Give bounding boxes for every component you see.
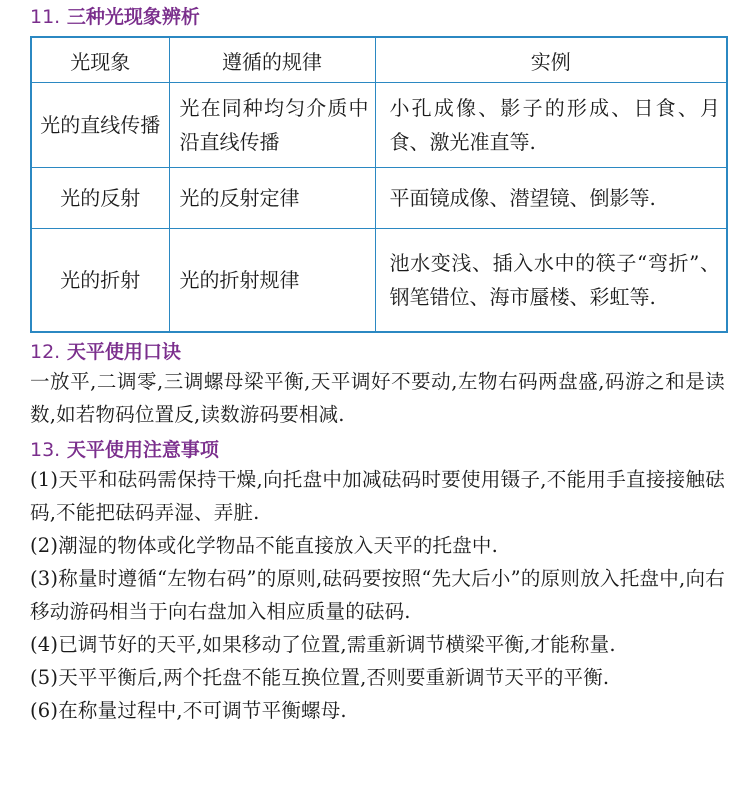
precautions-list bbox=[30, 463, 725, 727]
section-12-number: 12. bbox=[30, 341, 61, 363]
section-12 bbox=[30, 339, 725, 431]
section-13-title: 天平使用注意事项 bbox=[66, 439, 219, 461]
header-examples: 实例 bbox=[375, 37, 727, 83]
cell-phenomenon: 光的折射 bbox=[31, 229, 169, 333]
cell-phenomenon: 光的反射 bbox=[31, 168, 169, 229]
cell-examples: 小孔成像、影子的形成、日食、月食、激光准直等. bbox=[375, 83, 727, 168]
table-row bbox=[31, 168, 727, 229]
section-13 bbox=[30, 437, 725, 727]
balance-mnemonic-text bbox=[30, 365, 725, 431]
cell-examples: 平面镜成像、潜望镜、倒影等. bbox=[375, 168, 727, 229]
section-11-number: 11. bbox=[30, 6, 61, 28]
cell-law: 光的折射规律 bbox=[169, 229, 375, 333]
list-item: (2)潮湿的物体或化学物品不能直接放入天平的托盘中. bbox=[30, 534, 499, 557]
mnemonic-paragraph: 一放平,二调零,三调螺母梁平衡,天平调好不要动,左物右码两盘盛,码游之和是读数,如若物码位置反,读数游码要相减. bbox=[30, 370, 725, 426]
header-phenomenon: 光现象 bbox=[31, 37, 169, 83]
list-item: (4)已调节好的天平,如果移动了位置,需重新调节横梁平衡,才能称量. bbox=[30, 633, 616, 656]
list-item: (6)在称量过程中,不可调节平衡螺母. bbox=[30, 699, 347, 722]
table-header-row bbox=[31, 37, 727, 83]
table-row bbox=[31, 83, 727, 168]
light-phenomena-table bbox=[30, 36, 728, 333]
cell-law: 光的反射定律 bbox=[169, 168, 375, 229]
list-item: (3)称量时遵循“左物右码”的原则,砝码要按照“先大后小”的原则放入托盘中,向右移动游码相当于向右盘加入相应质量的砝码. bbox=[30, 567, 725, 623]
header-law: 遵循的规律 bbox=[169, 37, 375, 83]
section-12-title: 天平使用口诀 bbox=[66, 341, 181, 363]
cell-phenomenon: 光的直线传播 bbox=[31, 83, 169, 168]
list-item: (1)天平和砝码需保持干燥,向托盘中加减砝码时要使用镊子,不能用手直接接触砝码,不能把砝码弄湿、弄脏. bbox=[30, 468, 725, 524]
section-13-heading bbox=[30, 437, 725, 463]
cell-examples: 池水变浅、插入水中的筷子“弯折”、钢笔错位、海市蜃楼、彩虹等. bbox=[375, 229, 727, 333]
section-12-heading bbox=[30, 339, 725, 365]
section-13-number: 13. bbox=[30, 439, 61, 461]
table-row bbox=[31, 229, 727, 333]
cell-law: 光在同种均匀介质中沿直线传播 bbox=[169, 83, 375, 168]
section-11-heading bbox=[30, 0, 725, 36]
section-11-title: 三种光现象辨析 bbox=[66, 6, 200, 28]
list-item: (5)天平平衡后,两个托盘不能互换位置,否则要重新调节天平的平衡. bbox=[30, 666, 610, 689]
